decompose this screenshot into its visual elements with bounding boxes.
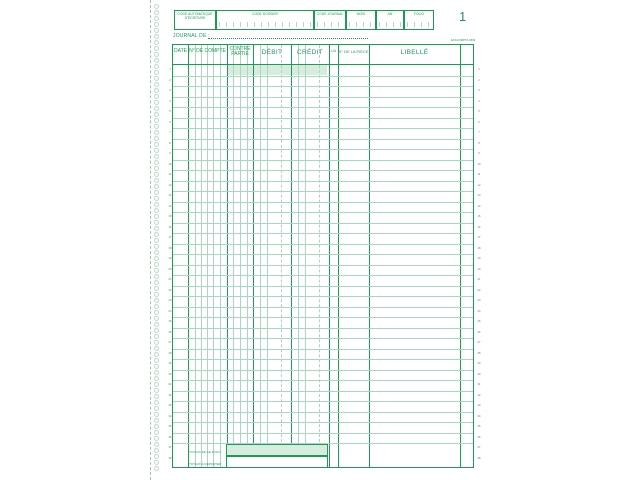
row-number: 35 <box>168 425 172 428</box>
binding-hole <box>154 382 159 387</box>
binding-hole <box>154 280 159 285</box>
code-automatique-box <box>174 10 216 30</box>
row-number: 37 <box>168 446 172 449</box>
form-reference: EXACOMPTA 4509 <box>451 38 476 42</box>
folio-box <box>404 10 434 30</box>
row-number: 12 <box>168 183 172 187</box>
contrepartie-digit-line <box>240 45 241 467</box>
row-number: 38 <box>168 456 172 460</box>
code-automatique-label: CODE AUTOMATIQUE D'ÉCRITURE <box>177 12 213 20</box>
binding-hole <box>154 454 159 459</box>
row-number: 21 <box>477 278 481 281</box>
binding-hole <box>154 220 159 225</box>
row-number: 24 <box>477 309 481 313</box>
row-number: 33 <box>168 404 172 407</box>
ledger-row-line <box>173 359 473 360</box>
binding-hole <box>154 310 159 315</box>
binding-hole <box>154 436 159 441</box>
row-number: 13 <box>168 194 172 197</box>
contrepartie-digit-line <box>233 45 234 467</box>
code-journal-ticks <box>317 22 343 27</box>
row-number: 18 <box>168 246 172 250</box>
binding-hole <box>154 88 159 93</box>
binding-hole <box>154 184 159 189</box>
binding-hole <box>154 10 159 15</box>
ledger-row-line <box>173 170 473 171</box>
row-number: 16 <box>477 225 481 229</box>
ledger-row-line <box>173 380 473 381</box>
binding-hole <box>154 268 159 273</box>
row-number: 38 <box>477 456 481 460</box>
row-number: 28 <box>477 351 481 355</box>
compte-digit-line <box>195 45 196 467</box>
row-number: 29 <box>168 362 172 365</box>
ledger-row-line <box>173 296 473 297</box>
row-number: 14 <box>477 204 481 208</box>
binding-hole <box>154 124 159 129</box>
col-credit-header: CRÉDIT <box>297 49 323 56</box>
row-number: 30 <box>477 372 481 376</box>
row-number: 31 <box>168 383 172 386</box>
binding-hole <box>154 64 159 69</box>
row-number: 24 <box>168 309 172 313</box>
col-sep-compte <box>227 45 228 467</box>
binding-hole <box>154 28 159 33</box>
binding-hole <box>154 256 159 261</box>
mois-label: MOIS <box>356 12 366 16</box>
binding-hole <box>154 250 159 255</box>
binding-hole <box>154 178 159 183</box>
mois-ticks <box>349 22 373 27</box>
row-number: 32 <box>477 393 481 397</box>
col-date-header: DATE <box>174 48 187 54</box>
binding-hole <box>154 316 159 321</box>
compte-digit-line <box>201 45 202 467</box>
row-number: 11 <box>168 173 172 176</box>
row-number: 37 <box>477 446 481 449</box>
binding-hole <box>154 286 159 291</box>
binding-hole <box>154 112 159 117</box>
ledger-row-line <box>173 433 473 434</box>
row-number: 35 <box>477 425 481 428</box>
row-number: 26 <box>168 330 172 334</box>
col-libelle-header: LIBELLÉ <box>400 49 429 56</box>
code-dossier-box <box>216 10 314 30</box>
row-number: 10 <box>477 162 481 166</box>
debit-digit-line <box>267 45 268 467</box>
debit-decimal-line <box>281 45 282 467</box>
ledger-row-line <box>173 107 473 108</box>
binding-hole <box>154 328 159 333</box>
ledger-row-line <box>173 401 473 402</box>
row-number: 17 <box>168 236 172 239</box>
ledger-row-line <box>173 233 473 234</box>
journal-name-rule <box>208 38 368 39</box>
compte-digit-line <box>213 45 214 467</box>
binding-hole <box>154 148 159 153</box>
binding-hole <box>154 208 159 213</box>
row-number: 17 <box>477 236 481 239</box>
binding-hole <box>154 340 159 345</box>
binding-hole <box>154 82 159 87</box>
col-compte-header: N° DE COMPTE <box>189 48 226 54</box>
binding-hole <box>154 346 159 351</box>
col-sep-libelle <box>460 45 461 467</box>
ledger-row-line <box>173 244 473 245</box>
binding-hole <box>154 46 159 51</box>
col-sep-debit <box>291 45 292 467</box>
row-number: 14 <box>168 204 172 208</box>
binding-hole <box>154 298 159 303</box>
binding-hole <box>154 430 159 435</box>
header-bottom-rule <box>173 64 473 65</box>
row-number: 28 <box>168 351 172 355</box>
row-number: 10 <box>168 162 172 166</box>
col-sep-lettrage <box>338 45 339 467</box>
ledger-row-line <box>173 191 473 192</box>
binding-hole <box>154 388 159 393</box>
binding-hole <box>154 394 159 399</box>
binding-hole <box>154 22 159 27</box>
binding-hole <box>154 106 159 111</box>
row-number: 15 <box>168 215 172 218</box>
binding-hole <box>154 358 159 363</box>
code-journal-box <box>314 10 346 30</box>
col-sep-credit <box>329 45 330 467</box>
binding-hole <box>154 334 159 339</box>
credit-digit-line <box>298 45 299 467</box>
totaux-folio-box <box>226 444 328 456</box>
ledger-row-line <box>173 422 473 423</box>
row-number: 16 <box>168 225 172 229</box>
binding-hole <box>154 460 159 465</box>
ledger-row-line <box>173 254 473 255</box>
ledger-row-line <box>173 149 473 150</box>
row-number: 8 <box>169 141 171 145</box>
binding-hole <box>154 448 159 453</box>
col-sep-date <box>188 45 189 467</box>
col-contrepartie-header: CONTRE PARTIE <box>229 46 251 57</box>
row-number: 6 <box>478 120 480 124</box>
row-number: 6 <box>169 120 171 124</box>
binding-hole <box>154 136 159 141</box>
binding-hole <box>154 424 159 429</box>
row-number: 25 <box>477 320 481 323</box>
ledger-row-line <box>173 307 473 308</box>
ledger-row-line <box>173 370 473 371</box>
row-number: 1 <box>169 68 171 71</box>
row-number: 20 <box>168 267 172 271</box>
row-number: 25 <box>168 320 172 323</box>
binding-hole <box>154 52 159 57</box>
row-number: 22 <box>477 288 481 292</box>
contrepartie-digit-line <box>247 45 248 467</box>
row-number: 3 <box>478 89 480 92</box>
col-lettrage-header: L/A <box>330 49 337 53</box>
row-number: 27 <box>168 341 172 344</box>
binding-hole <box>154 376 159 381</box>
folio-ticks <box>407 22 431 27</box>
binding-hole <box>154 190 159 195</box>
row-number: 36 <box>477 435 481 439</box>
code-journal-label: CODE JOURNAL <box>316 12 344 16</box>
binding-hole <box>154 166 159 171</box>
ledger-row-line <box>173 160 473 161</box>
row-number: 33 <box>477 404 481 407</box>
row-number: 7 <box>169 131 171 134</box>
binding-hole <box>154 364 159 369</box>
ledger-row-line <box>173 212 473 213</box>
debit-digit-line <box>260 45 261 467</box>
binding-hole <box>154 202 159 207</box>
amount-header-shading <box>227 65 327 75</box>
binding-hole <box>154 40 159 45</box>
ledger-row-line <box>173 86 473 87</box>
binding-hole <box>154 226 159 231</box>
binding-hole <box>154 412 159 417</box>
folio-label: FOLIO <box>413 12 425 16</box>
binding-hole <box>154 322 159 327</box>
compte-digit-line <box>207 45 208 467</box>
binding-hole <box>154 142 159 147</box>
row-number: 9 <box>169 152 171 155</box>
row-number: 34 <box>168 414 172 418</box>
row-number: 9 <box>478 152 480 155</box>
code-dossier-ticks <box>219 22 311 27</box>
ledger-row-line <box>173 97 473 98</box>
binding-hole <box>154 352 159 357</box>
ledger-grid <box>172 44 474 468</box>
row-number: 4 <box>478 99 480 103</box>
binding-hole <box>154 244 159 249</box>
ledger-row-line <box>173 118 473 119</box>
binding-hole <box>154 196 159 201</box>
row-number: 29 <box>477 362 481 365</box>
binding-hole <box>154 130 159 135</box>
binding-hole <box>154 232 159 237</box>
ledger-row-line <box>173 265 473 266</box>
totaux-reporter-label: TOTAUX À REPORTER <box>189 462 222 466</box>
an-ticks <box>379 22 401 27</box>
ledger-row-line <box>173 328 473 329</box>
ledger-row-line <box>173 139 473 140</box>
ledger-row-line <box>173 391 473 392</box>
row-number: 20 <box>477 267 481 271</box>
row-number: 11 <box>477 173 481 176</box>
ledger-row-line <box>173 412 473 413</box>
ledger-row-line <box>173 223 473 224</box>
mois-box <box>346 10 376 30</box>
row-number: 12 <box>477 183 481 187</box>
ledger-row-line <box>173 202 473 203</box>
row-number: 22 <box>168 288 172 292</box>
ledger-row-line <box>173 338 473 339</box>
binding-hole <box>154 274 159 279</box>
an-box <box>376 10 404 30</box>
an-label: AN <box>387 12 393 16</box>
ledger-row-line <box>173 128 473 129</box>
row-number: 36 <box>168 435 172 439</box>
binding-hole <box>154 400 159 405</box>
binding-hole <box>154 154 159 159</box>
binding-hole <box>154 16 159 21</box>
row-number: 19 <box>168 257 172 260</box>
binding-hole <box>154 76 159 81</box>
binding-hole <box>154 100 159 105</box>
binding-hole <box>154 214 159 219</box>
perforation-line <box>150 0 152 480</box>
journal-label: JOURNAL DE : <box>173 33 210 39</box>
ledger-row-line <box>173 317 473 318</box>
row-number: 13 <box>477 194 481 197</box>
row-number: 5 <box>478 110 480 113</box>
credit-digit-line <box>305 45 306 467</box>
row-number: 30 <box>168 372 172 376</box>
row-number: 34 <box>477 414 481 418</box>
binding-hole <box>154 58 159 63</box>
col-piece-header: N° DE LA PIÈCE <box>338 49 369 54</box>
ledger-row-line <box>173 286 473 287</box>
binding-hole <box>154 4 159 9</box>
row-number: 5 <box>169 110 171 113</box>
row-number: 27 <box>477 341 481 344</box>
row-number: 8 <box>478 141 480 145</box>
row-number: 19 <box>477 257 481 260</box>
binding-holes <box>154 4 158 476</box>
row-number: 23 <box>477 299 481 302</box>
row-number: 18 <box>477 246 481 250</box>
binding-hole <box>154 466 159 471</box>
row-number: 3 <box>169 89 171 92</box>
binding-hole <box>154 292 159 297</box>
totaux-reporter-box <box>226 456 328 468</box>
ledger-row-line <box>173 275 473 276</box>
binding-hole <box>154 370 159 375</box>
row-number: 23 <box>168 299 172 302</box>
row-number: 21 <box>168 278 172 281</box>
ledger-row-line <box>173 181 473 182</box>
credit-decimal-line <box>319 45 320 467</box>
row-number: 1 <box>478 68 480 71</box>
binding-hole <box>154 160 159 165</box>
binding-hole <box>154 418 159 423</box>
binding-hole <box>154 94 159 99</box>
binding-hole <box>154 70 159 75</box>
row-number: 31 <box>477 383 481 386</box>
ledger-row-line <box>173 76 473 77</box>
col-sep-piece <box>369 45 370 467</box>
compte-digit-line <box>220 45 221 467</box>
code-dossier-label: CODE DOSSIER <box>252 12 278 16</box>
binding-hole <box>154 34 159 39</box>
binding-hole <box>154 304 159 309</box>
col-debit-header: DÉBIT <box>261 49 283 56</box>
col-sep-contrepartie <box>253 45 254 467</box>
row-number: 2 <box>169 78 171 82</box>
row-number: 32 <box>168 393 172 397</box>
binding-hole <box>154 262 159 267</box>
binding-hole <box>154 238 159 243</box>
folio-number: 1 <box>459 9 467 24</box>
binding-hole <box>154 442 159 447</box>
binding-hole <box>154 172 159 177</box>
row-number: 26 <box>477 330 481 334</box>
row-number: 2 <box>478 78 480 82</box>
row-number: 15 <box>477 215 481 218</box>
totaux-folio-label: TOTAUX DE CE FOLIO <box>189 450 221 454</box>
row-number: 7 <box>478 131 480 134</box>
binding-hole <box>154 406 159 411</box>
row-number: 4 <box>169 99 171 103</box>
ledger-row-line <box>173 349 473 350</box>
binding-hole <box>154 118 159 123</box>
